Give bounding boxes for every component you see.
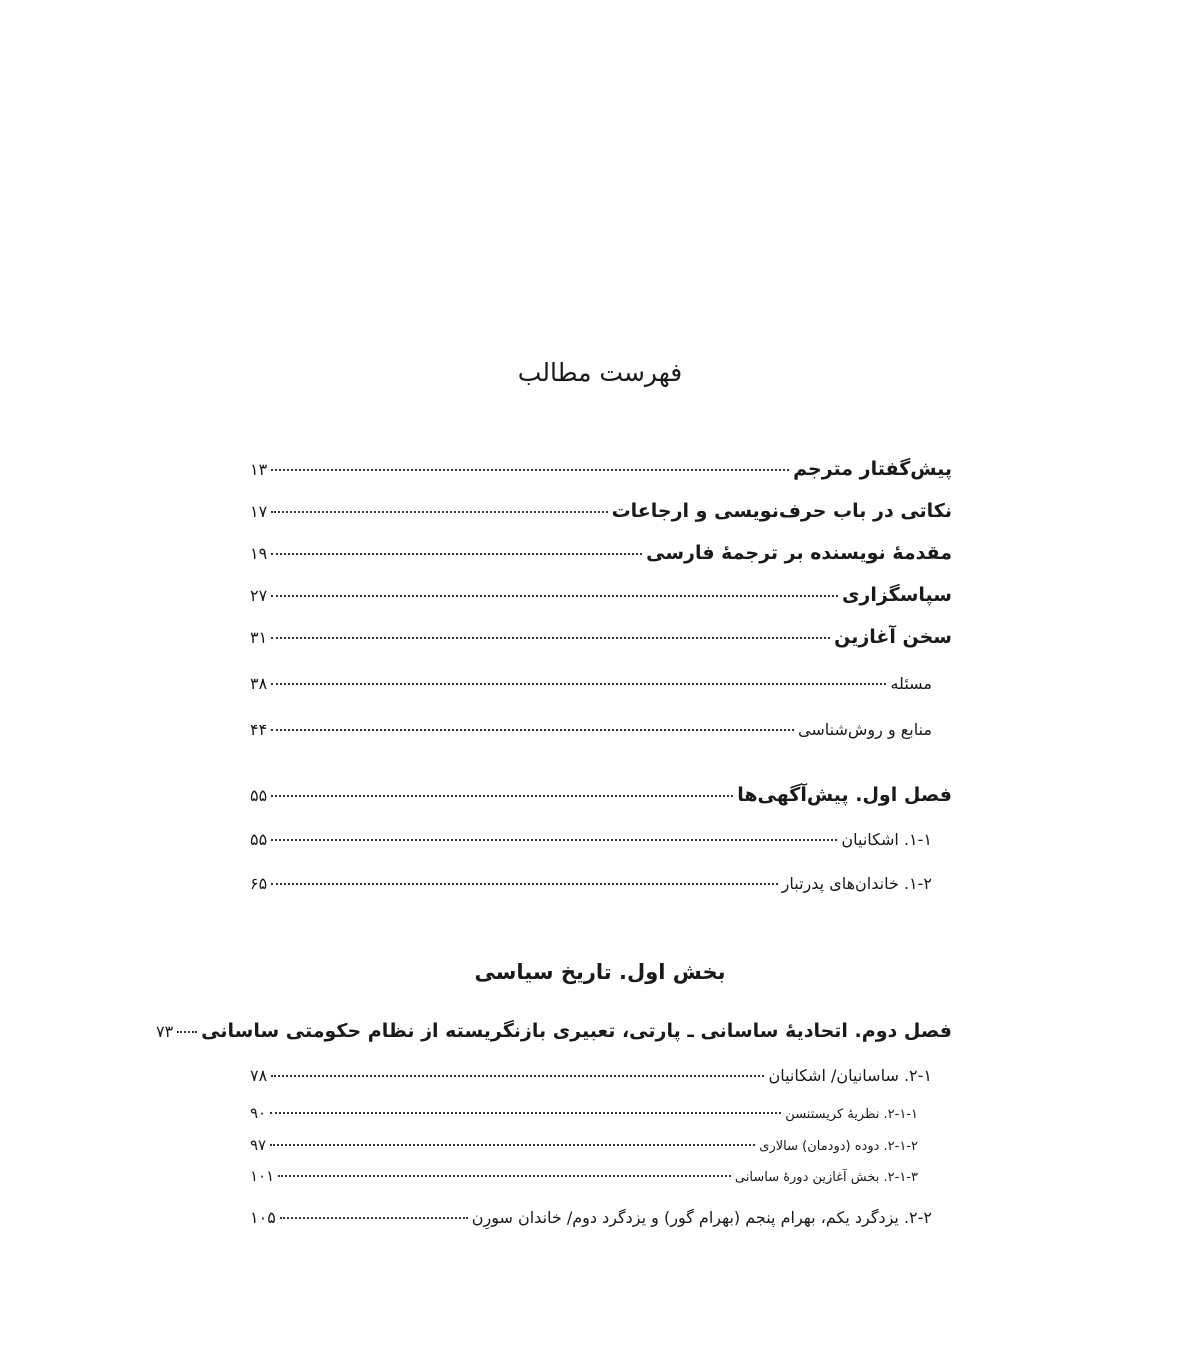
toc-entry-label: منابع و روش‌شناسی xyxy=(798,720,932,739)
dot-leader xyxy=(177,1031,197,1033)
dot-leader xyxy=(280,1217,468,1219)
dot-leader xyxy=(271,795,733,797)
dot-leader xyxy=(271,1075,764,1077)
toc-page-number: ۱۳ xyxy=(250,460,268,479)
toc-entry[interactable] xyxy=(250,874,932,908)
toc-page-number: ۱۰۵ xyxy=(250,1208,276,1227)
toc-entry[interactable] xyxy=(250,542,952,576)
toc-entry[interactable] xyxy=(250,1167,918,1201)
toc-entry-label: سپاسگزاری xyxy=(842,584,952,606)
toc-entry[interactable] xyxy=(250,458,952,492)
toc-entry[interactable] xyxy=(250,500,952,534)
toc-entry-label: ۱-۲. خاندان‌های پدرتبار xyxy=(781,874,932,893)
dot-leader xyxy=(271,883,777,885)
toc-entry[interactable] xyxy=(250,626,952,660)
toc-entry-label: ۲-۱. ساسانیان/ اشکانیان xyxy=(768,1066,932,1085)
dot-leader xyxy=(271,511,607,513)
toc-entry[interactable] xyxy=(250,830,932,864)
toc-page-number: ۲۷ xyxy=(250,586,268,605)
dot-leader xyxy=(271,683,886,685)
toc-entry-label: فصل اول. پیش‌آگهی‌ها xyxy=(737,784,952,806)
toc-page-number: ۹۰ xyxy=(250,1104,267,1122)
toc-page-number: ۴۴ xyxy=(250,720,268,739)
dot-leader xyxy=(271,839,837,841)
toc-page-number: ۱۰۱ xyxy=(250,1167,275,1185)
toc-page-number: ۷۳ xyxy=(155,1022,174,1041)
dot-leader xyxy=(271,553,642,555)
toc-entry[interactable] xyxy=(250,1136,918,1170)
toc-entry-label: ۲-۲. یزدگرد یکم، بهرام پنجم (بهرام گور) و یزدگرد دوم/ خاندان سورِن xyxy=(471,1208,932,1227)
toc-entry-label: ۲-۱-۲. دوده (دودمان) سالاری xyxy=(759,1139,918,1154)
dot-leader xyxy=(270,1144,755,1146)
dot-leader xyxy=(271,469,789,471)
toc-entry-label: مقدمهٔ نویسنده بر ترجمهٔ فارسی xyxy=(646,542,952,564)
toc-entry[interactable] xyxy=(250,1104,918,1138)
dot-leader xyxy=(271,595,838,597)
toc-entry[interactable] xyxy=(155,1020,952,1054)
toc-entry-label: ۲-۱-۳. بخش آغازین دورهٔ ساسانی xyxy=(734,1170,918,1185)
toc-entry-label: ۲-۱-۱. نظریهٔ کریستنسن xyxy=(785,1107,918,1122)
toc-entry-label: مسئله xyxy=(890,674,932,693)
toc-entry-label: فصل دوم. اتحادیهٔ ساسانی ـ پارتی، تعبیری بازنگریسته از نظام حکومتی ساسانی xyxy=(201,1020,952,1042)
toc-entry-label: پیش‌گفتار مترجم xyxy=(793,458,952,480)
toc-page-number: ۶۵ xyxy=(250,874,268,893)
toc-entry-label: نکاتی در باب حرف‌نویسی و ارجاعات xyxy=(611,500,952,522)
dot-leader xyxy=(271,637,830,639)
dot-leader xyxy=(271,729,794,731)
dot-leader xyxy=(278,1175,731,1177)
toc-page-number: ۳۱ xyxy=(250,628,268,647)
toc-page-number: ۷۸ xyxy=(250,1066,268,1085)
toc-page-number: ۹۷ xyxy=(250,1136,267,1154)
toc-entry[interactable] xyxy=(250,1066,932,1100)
toc-page-number: ۵۵ xyxy=(250,830,268,849)
toc-entry[interactable] xyxy=(250,674,932,708)
section-heading: بخش اول. تاریخ سیاسی xyxy=(474,960,726,984)
toc-entry-label: ۱-۱. اشکانیان xyxy=(841,830,932,849)
toc-page-number: ۱۷ xyxy=(250,502,268,521)
toc-entry[interactable] xyxy=(250,1208,932,1242)
toc-page-number: ۵۵ xyxy=(250,786,268,805)
toc-page-number: ۳۸ xyxy=(250,674,268,693)
toc-page-number: ۱۹ xyxy=(250,544,268,563)
page-title: فهرست مطالب xyxy=(517,358,683,387)
toc-entry[interactable] xyxy=(250,784,952,818)
toc-entry[interactable] xyxy=(250,584,952,618)
dot-leader xyxy=(270,1112,781,1114)
toc-entry-label: سخن آغازین xyxy=(834,626,952,648)
toc-entry[interactable] xyxy=(250,720,932,754)
